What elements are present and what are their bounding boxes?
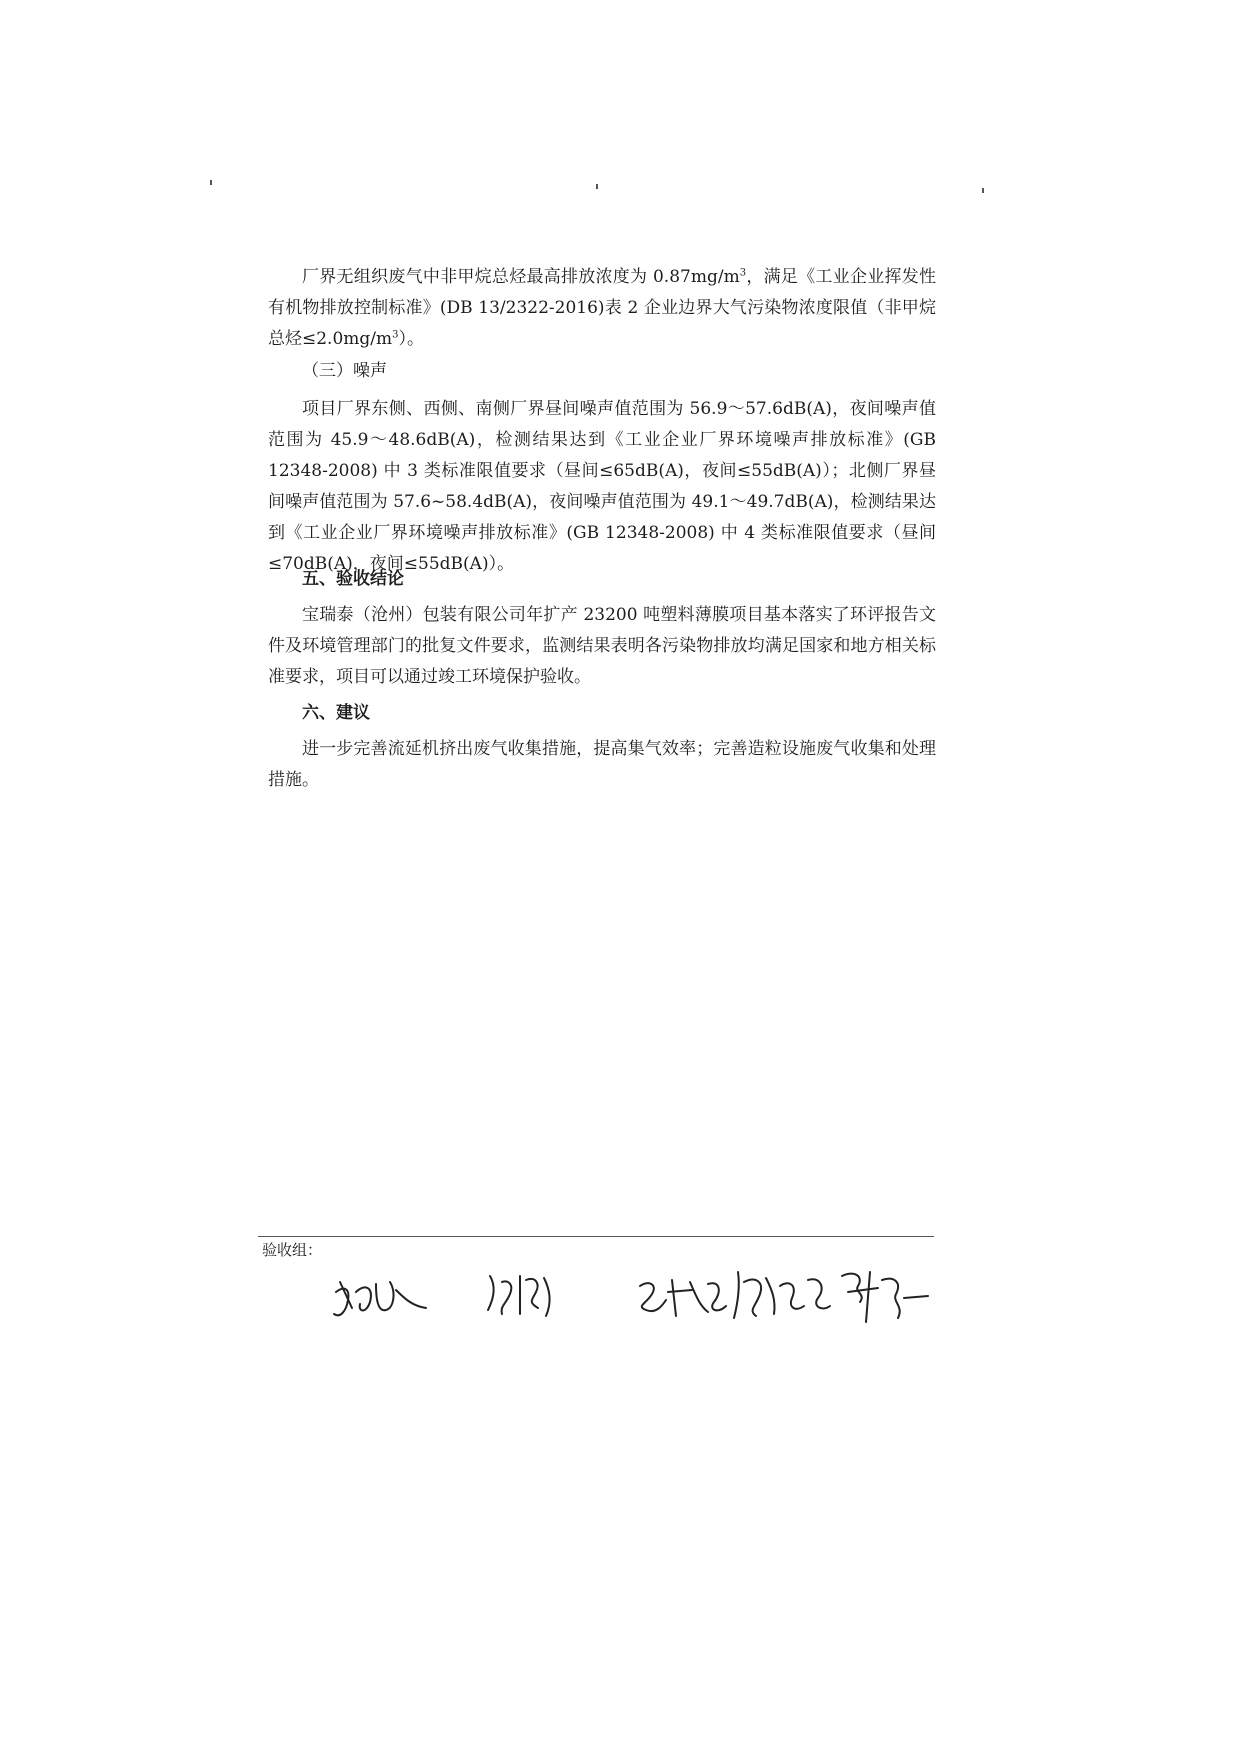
suggestion-paragraph: 进一步完善流延机挤出废气收集措施，提高集气效率；完善造粒设施废气收集和处理措施。 [268,739,936,790]
handwritten-signatures [330,1262,950,1332]
scan-mark-center [596,184,598,189]
signature-rule [258,1236,934,1237]
air-text-part1: 厂界无组织废气中非甲烷总烃最高排放浓度为 0.87mg/m [302,267,740,287]
air-text-part3: ）。 [398,329,425,349]
air-emission-paragraph [268,262,936,355]
noise-heading: （三）噪声 [302,361,387,381]
air-superscript-2: 3 [392,329,399,341]
scan-mark-left [210,180,212,185]
air-superscript-1: 3 [739,267,747,279]
conclusion-paragraph: 宝瑞泰（沧州）包装有限公司年扩产 23200 吨塑料薄膜项目基本落实了环评报告文件及环境管理部门的批复文件要求，监测结果表明各污染物排放均满足国家和地方相关标准要求，项目可以通过竣工环境保护验收。 [268,605,936,687]
acceptance-group-label: 验收组： [262,1241,323,1259]
scan-mark-right [982,188,984,193]
suggestion-heading: 六、建议 [302,703,370,723]
air-text-part2: ，满足《工业企业挥发性有机物排放控制标准》(DB 13/2322-2016)表 2 企业边界大气污染物浓度限值（非甲烷总烃≤2.0mg/m [268,267,937,349]
conclusion-heading: 五、验收结论 [302,569,404,589]
noise-paragraph: 项目厂界东侧、西侧、南侧厂界昼间噪声值范围为 56.9～57.6dB(A)，夜间噪声值范围为 45.9～48.6dB(A)，检测结果达到《工业企业厂界环境噪声排放标准》(GB 12348-2008) 中 3 类标准限值要求（昼间≤65dB(A)，夜间≤55dB(A)）；北侧厂界昼间噪声值范围为 57.6~58.4dB(A)，夜间噪声值范围为 49.1～49.7dB(A)，检测结果达到《工业企业厂界环境噪声排放标准》(GB 12348-2008) 中 4 类标准限值要求（昼间≤70dB(A)，夜间≤55dB(A)）。 [268,399,936,574]
